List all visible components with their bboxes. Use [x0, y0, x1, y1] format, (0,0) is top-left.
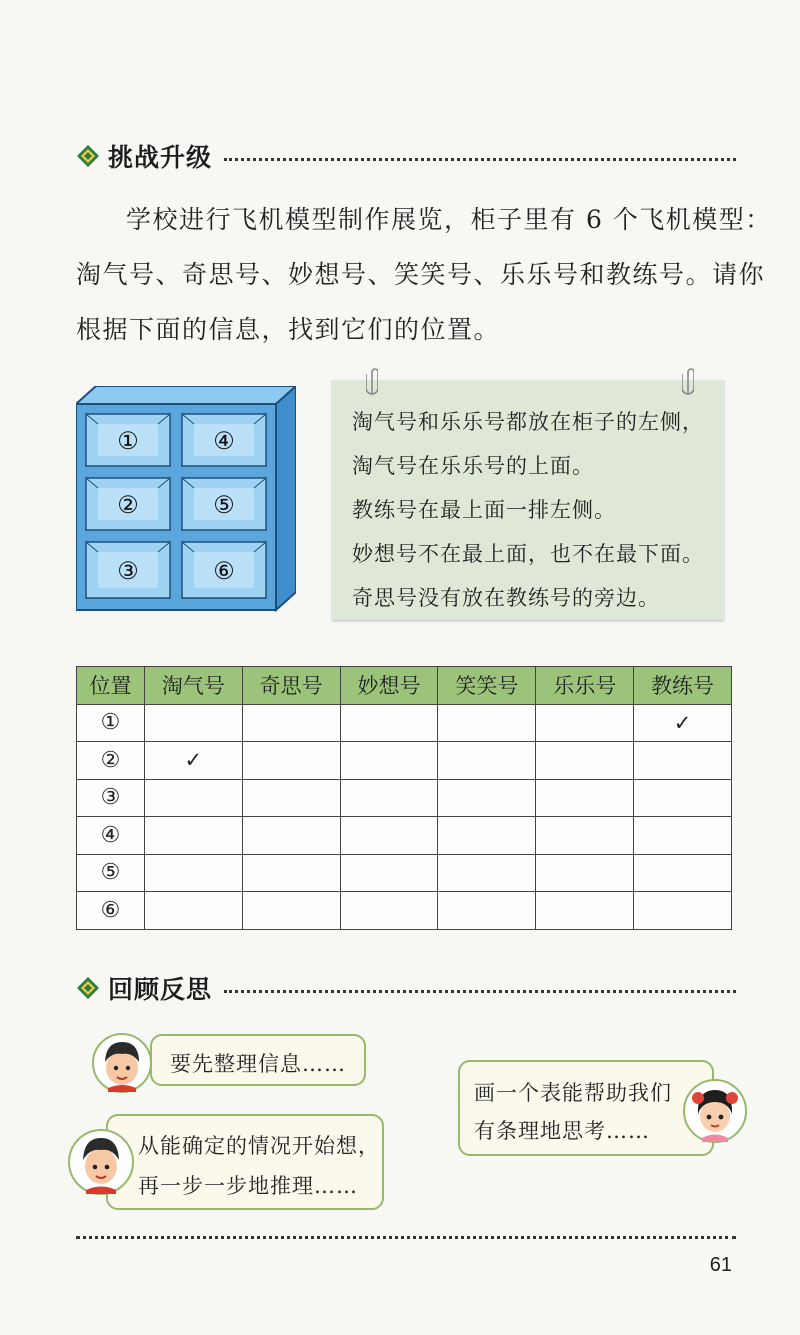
clue-line: 淘气号在乐乐号的上面。: [352, 454, 594, 478]
answer-cell[interactable]: [340, 817, 438, 855]
answer-cell[interactable]: [340, 704, 438, 742]
paper-clip-icon: [682, 366, 694, 396]
bubble-text: 再一步一步地推理……: [138, 1174, 358, 1198]
header-lele: 乐乐号: [536, 667, 634, 705]
problem-text: [76, 192, 772, 357]
speech-bubble-boy2: [106, 1114, 384, 1210]
bubble-text: 有条理地思考……: [474, 1119, 650, 1143]
header-taoqi: 淘气号: [144, 667, 242, 705]
speech-bubble-boy1: [150, 1034, 366, 1086]
slot-label-4: ④: [213, 427, 235, 455]
table-row: [77, 817, 732, 855]
boy-avatar: [92, 1032, 152, 1094]
page-number: 61: [709, 1254, 732, 1276]
answer-cell[interactable]: [438, 854, 536, 892]
position-cell: ⑥: [77, 892, 145, 930]
bubble-text: 画一个表能帮助我们: [474, 1081, 672, 1105]
answer-cell[interactable]: [634, 854, 732, 892]
slot-label-6: ⑥: [213, 557, 235, 585]
table-row: [77, 892, 732, 930]
answer-cell[interactable]: [536, 817, 634, 855]
position-cell: ③: [77, 779, 145, 817]
header-xiaoxiao: 笑笑号: [438, 667, 536, 705]
answer-cell[interactable]: [438, 817, 536, 855]
slot-label-2: ②: [117, 491, 139, 519]
clue-line: 妙想号不在最上面，也不在最下面。: [352, 542, 704, 566]
clue-note: [332, 380, 724, 620]
problem-line-2: 淘气号、奇思号、妙想号、笑笑号、乐乐号和教练号。请你: [76, 260, 766, 289]
boy-avatar: [68, 1126, 134, 1198]
answer-cell[interactable]: [242, 854, 340, 892]
position-cell: ②: [77, 742, 145, 780]
answer-cell[interactable]: [536, 742, 634, 780]
answer-cell[interactable]: [536, 854, 634, 892]
challenge-title: 挑战升级: [108, 143, 213, 172]
bubble-text: 要先整理信息……: [170, 1052, 346, 1076]
answer-cell[interactable]: [340, 742, 438, 780]
page-bottom-rule: [76, 1236, 736, 1239]
answer-cell[interactable]: [634, 779, 732, 817]
problem-line-3: 根据下面的信息，找到它们的位置。: [76, 315, 501, 344]
answer-cell[interactable]: ✓: [634, 704, 732, 742]
answer-cell[interactable]: [144, 704, 242, 742]
diamond-bullet-icon: [76, 976, 100, 1000]
answer-cell[interactable]: [242, 779, 340, 817]
answer-cell[interactable]: [144, 779, 242, 817]
header-jiaolian: 教练号: [634, 667, 732, 705]
position-cell: ⑤: [77, 854, 145, 892]
answer-cell[interactable]: [438, 704, 536, 742]
slot-label-5: ⑤: [213, 491, 235, 519]
table-row: [77, 779, 732, 817]
table-header-row: [77, 667, 732, 705]
answer-table: [76, 666, 732, 930]
answer-cell[interactable]: [242, 742, 340, 780]
answer-cell[interactable]: [144, 854, 242, 892]
dotted-rule: [224, 990, 736, 993]
diamond-bullet-icon: [76, 144, 100, 168]
cabinet-illustration: [76, 386, 296, 612]
reflect-section-header: [76, 970, 736, 1006]
answer-cell[interactable]: [242, 704, 340, 742]
clue-line: 教练号在最上面一排左侧。: [352, 498, 616, 522]
answer-cell[interactable]: [634, 742, 732, 780]
answer-cell[interactable]: [340, 892, 438, 930]
paper-clip-icon: [366, 366, 378, 396]
answer-cell[interactable]: [536, 704, 634, 742]
answer-cell[interactable]: [340, 854, 438, 892]
answer-cell[interactable]: [536, 892, 634, 930]
answer-cell[interactable]: [242, 892, 340, 930]
table-row: [77, 704, 732, 742]
header-position: 位置: [77, 667, 145, 705]
answer-cell[interactable]: [242, 817, 340, 855]
answer-cell[interactable]: [438, 779, 536, 817]
slot-label-3: ③: [117, 557, 139, 585]
header-miaoxiang: 妙想号: [340, 667, 438, 705]
problem-line-1: 学校进行飞机模型制作展览，柜子里有 6 个飞机模型：: [126, 205, 772, 234]
position-cell: ①: [77, 704, 145, 742]
girl-avatar: [682, 1078, 748, 1144]
answer-cell[interactable]: [438, 742, 536, 780]
table-row: [77, 854, 732, 892]
answer-cell[interactable]: ✓: [144, 742, 242, 780]
answer-cell[interactable]: [634, 817, 732, 855]
answer-cell[interactable]: [340, 779, 438, 817]
clue-line: 淘气号和乐乐号都放在柜子的左侧，: [352, 410, 704, 434]
challenge-section-header: [76, 138, 736, 174]
speech-bubble-girl: [458, 1060, 714, 1156]
header-qisi: 奇思号: [242, 667, 340, 705]
bubble-text: 从能确定的情况开始想，: [138, 1134, 380, 1158]
reflect-title: 回顾反思: [108, 975, 213, 1004]
slot-label-1: ①: [117, 427, 139, 455]
position-cell: ④: [77, 817, 145, 855]
answer-cell[interactable]: [536, 779, 634, 817]
dotted-rule: [224, 158, 736, 161]
answer-cell[interactable]: [144, 817, 242, 855]
clue-line: 奇思号没有放在教练号的旁边。: [352, 586, 660, 610]
table-row: [77, 742, 732, 780]
answer-cell[interactable]: [144, 892, 242, 930]
answer-cell[interactable]: [438, 892, 536, 930]
answer-cell[interactable]: [634, 892, 732, 930]
